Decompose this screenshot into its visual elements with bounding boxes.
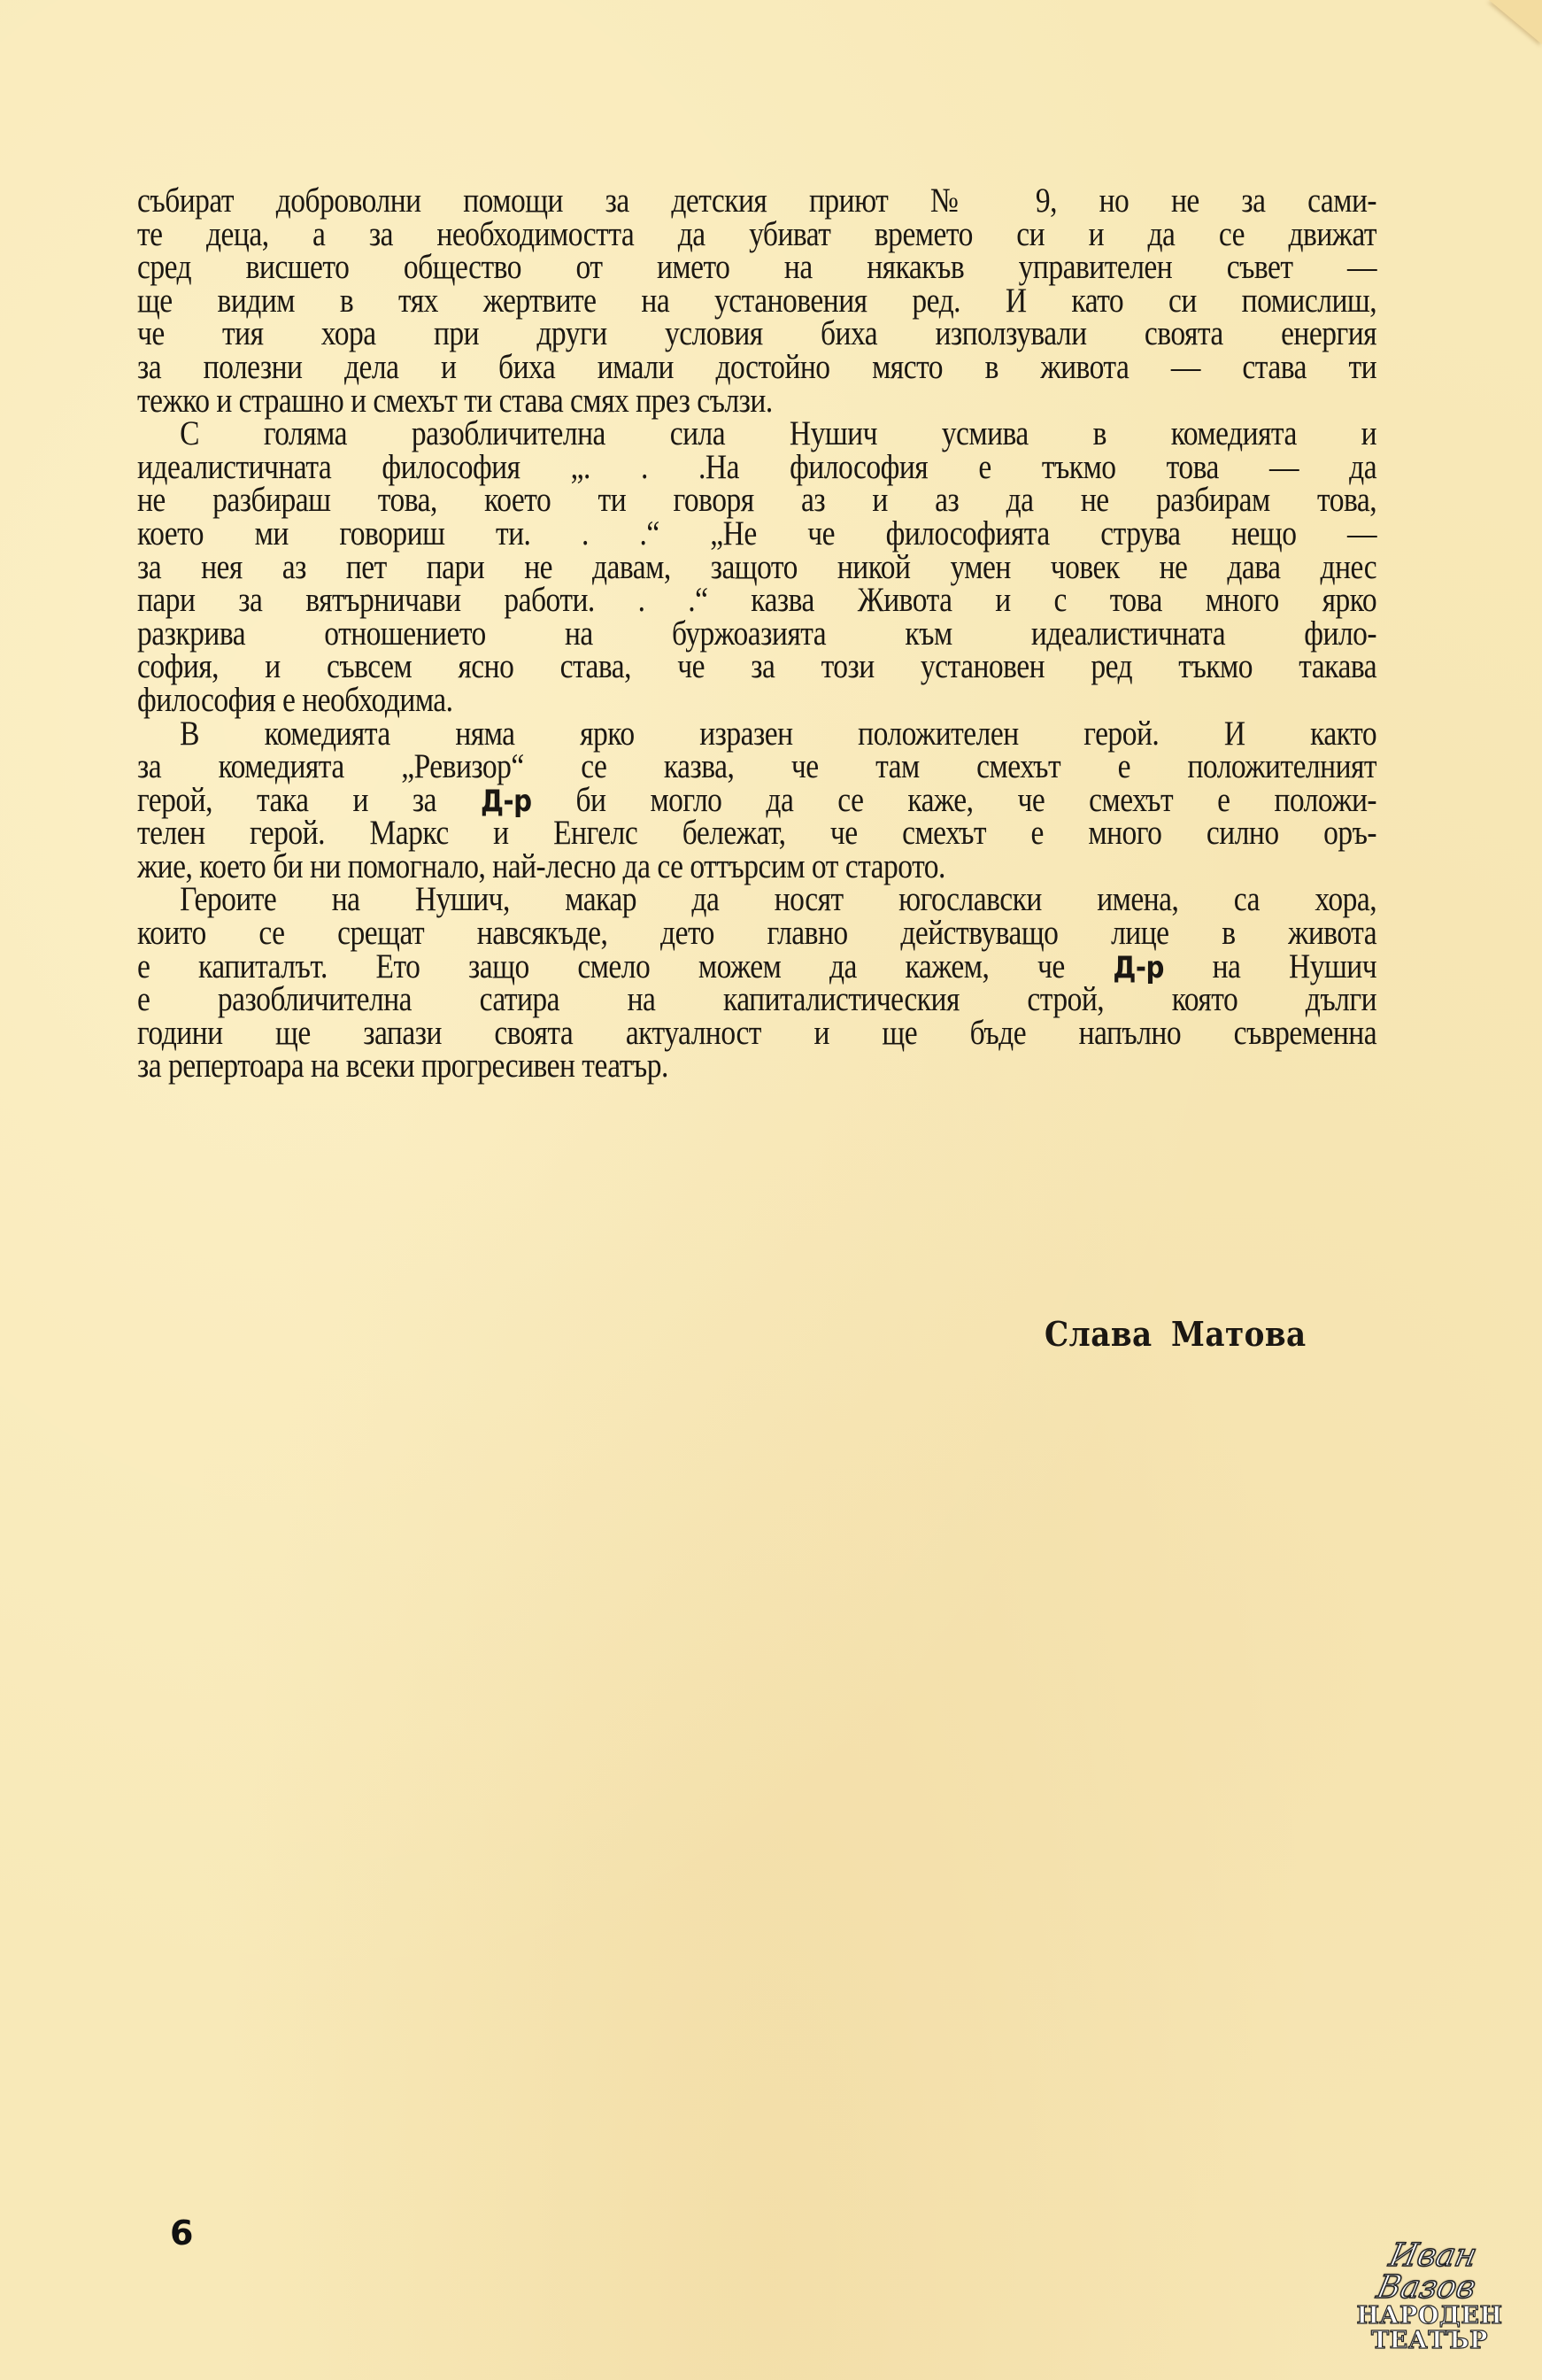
text-line [137,414,1377,453]
text-run: жие, което би ни помогнало, най-лесно да се оттърсим от старото. [137,846,945,885]
text-line [137,514,1377,552]
text-run: за полезни дела и биха имали достойно място в живота — става ти [137,347,1377,386]
text-run: за комедията „Ревизор“ се казва, че там смехът е положителният [137,747,1377,786]
text-run: е разобличителна сатира на капиталистическия строй, която дълги [137,980,1377,1019]
text-line [137,214,1377,253]
text-line [137,980,1377,1019]
text-run: което ми говориш ти. . .“ „Не че философията струва нещо — [137,514,1377,552]
text-line [137,714,1377,753]
paragraph [137,414,1377,719]
text-run: герой, така и за [137,780,481,819]
text-line [137,814,1377,853]
logo-line-1: НАРОДЕН [1356,2302,1503,2330]
text-run: В комедията няма ярко изразен положителен герой. И както [180,714,1377,753]
paragraph [137,714,1377,885]
text-line [137,647,1377,686]
article-body [137,182,1377,1086]
paragraphs-container [137,182,1377,1086]
text-line [137,1047,1376,1086]
text-line [137,914,1377,953]
text-line [137,1013,1377,1052]
text-run: идеалистичната философия „. . .На философия е тъкмо това — да [137,447,1377,486]
play-title-bold: Д-р [1113,949,1164,985]
text-line [137,880,1377,919]
text-run: философия е необходима. [137,680,453,719]
text-line [137,381,1376,420]
text-run: софия, и съвсем ясно става, че за този установен ред тъкмо такава [137,647,1377,686]
text-line [137,846,1376,885]
text-line [137,248,1377,287]
text-run: е капиталът. Ето защо смело можем да кажем, че [137,947,1114,985]
text-line [137,780,1377,819]
text-run: за нея аз пет пари не давам, защото никой умен човек не дава днес [137,547,1377,586]
text-line [137,547,1377,586]
paragraph [137,182,1377,420]
text-run: не разбираш това, което ти говоря аз и аз да не разбирам това, [137,481,1377,520]
text-run: които се срещат навсякъде, дето главно действуващо лице в живота [137,914,1377,953]
page-number: 6 [170,2214,194,2252]
text-line [137,747,1377,786]
text-run: телен герой. Маркс и Енгелс бележат, че смехът е много силно оръ- [137,814,1377,853]
text-run: ще видим в тях жертвите на установения ред. И като си помислиш, [137,281,1377,320]
text-line [137,281,1377,320]
text-line [137,184,1376,218]
text-line [137,680,1376,719]
text-run: Героите на Нушич, макар да носят югославски имена, са хора, [180,880,1377,919]
text-run: те деца, а за необходимостта да убиват времето си и да се движат [137,214,1377,253]
play-title-bold: Д-р [480,783,532,819]
text-line [137,447,1377,486]
text-line [137,581,1377,620]
text-line [137,614,1377,653]
text-run: че тия хора при други условия биха използували своята енергия [137,314,1377,353]
logo-line-2: ТЕАТЪР [1371,2327,1488,2354]
text-run: С голяма разобличителна сила Нушич усмива в комедията и [180,414,1377,453]
folded-corner [1489,0,1542,44]
text-run: сред висшето общество от името на някакъв управителен съвет — [137,248,1377,287]
text-run: на Нушич [1163,947,1377,985]
text-line [137,347,1377,386]
logo-script-signature: Иван Вазов [1373,2237,1481,2306]
text-run: пари за вятърничави работи. . .“ казва Живота и с това много ярко [137,581,1377,620]
text-run: би могло да се каже, че смехът е положи- [531,780,1377,819]
text-run: събират доброволни помощи за детския приют № 9, но не за сами- [137,182,1377,220]
text-line [137,314,1377,353]
text-run: за репертоара на всеки прогресивен театър. [137,1047,668,1086]
text-run: тежко и страшно и смехът ти става смях през сълзи. [137,381,773,420]
author-signature: Слава Матова [1045,1314,1307,1354]
paragraph [137,880,1377,1086]
text-run: години ще запази своята актуалност и ще бъде напълно съвременна [137,1013,1377,1052]
national-theatre-logo [1350,2237,1509,2354]
text-run: разкрива отношението на буржоазията към идеалистичната фило- [137,614,1377,653]
text-line [137,947,1377,985]
text-line [137,481,1377,520]
